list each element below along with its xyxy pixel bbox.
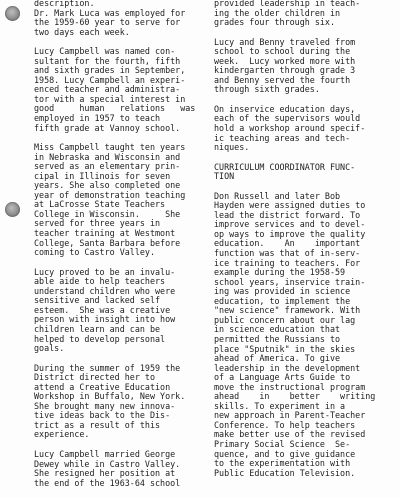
text-line: able aide to help teachers [34,276,166,287]
text-line: employed in 1957 to teach [34,113,161,124]
text-line: education, to implement the [214,295,351,306]
text-line: hold a workshop around specif- [214,123,366,134]
text-line: leadership in the development [214,362,361,373]
text-line: cipal in Illinois for seven [34,170,171,181]
text-line: College, Santa Barbara before [34,237,181,248]
text-line: in science education that [214,324,341,335]
text-line: kindergarten through grade 3 [214,65,356,76]
left-paragraph [34,268,198,354]
text-line: to the experimentation with [214,458,351,469]
text-line: served as an elementary prin- [34,161,181,172]
text-line: permitted the Russians to [214,333,341,344]
left-paragraph [34,143,198,258]
text-line: two days each week. [34,26,130,37]
text-line: the end of the 1963-64 school [34,477,181,488]
text-line: lead the district forward. To [214,209,361,220]
text-line: move the instructional program [214,381,366,392]
binder-hole-top [5,6,20,21]
text-line: attend a Creative Education [34,381,171,392]
text-line: trict as a result of this [34,419,161,430]
text-line: children learn and can be [34,323,161,334]
text-line: tive ideas back to the Dis- [34,410,171,421]
text-line: description. [34,0,95,8]
text-line: place "Sputnik" in the skies [214,343,356,354]
heading-line: TION [214,171,235,182]
text-line: Hayden were assigned duties to [214,200,366,211]
text-line: On inservice education days, [214,103,356,114]
text-line: goals. [34,343,65,354]
text-line: the 1959-60 year to serve for [34,17,181,28]
left-paragraph [34,0,198,37]
right-paragraph [214,0,390,28]
text-line: She brought many new innova- [34,400,176,411]
text-line: "new science" framework. With [214,305,361,316]
text-line: ing the older children in [214,7,341,18]
text-line: experience. [34,429,90,440]
text-line: Public Education Television. [214,467,356,478]
text-line: teacher training at Westmont [34,228,176,239]
text-line: ic teaching areas and tech- [214,132,351,143]
text-line: Lucy and Benny traveled from [214,36,356,47]
text-line: person with insight into how [34,314,176,325]
text-line: skills. To experiment in a [214,400,346,411]
text-line: of a Language Arts Guide to [214,372,351,383]
text-line: in Nebraska and Wisconsin and [34,151,181,162]
text-line: Conference. To help teachers [214,419,356,430]
binder-hole-middle [5,202,20,217]
text-line: Lucy Campbell was named con- [34,46,176,57]
text-line: tor with a special interest in [34,93,186,104]
text-line: ice training to teachers. For [214,257,361,268]
text-line: make better use of the revised [214,429,366,440]
right-paragraph [214,192,390,478]
text-line: Primary Social Science Se- [214,438,351,449]
text-line: 1958. Lucy Campbell an experi- [34,74,186,85]
left-text-column [34,0,198,498]
heading-line: CURRICULUM COORDINATOR FUNC- [214,161,356,172]
text-line: coming to Castro Valley. [34,247,156,258]
text-line: niques. [214,142,250,153]
text-line: ing was provided in science [214,286,351,297]
left-paragraph [34,364,198,440]
text-line: example during the 1958-59 [214,267,346,278]
text-line: and Benny served the fourth [214,74,351,85]
text-line: and sixth grades in September, [34,65,186,76]
text-line: op ways to improve the quality [214,228,366,239]
text-line: school to school during the [214,46,351,57]
text-line: year of demonstration teaching [34,189,186,200]
text-line: enced teacher and administra- [34,84,181,95]
text-line: esteem. She was a creative [34,304,171,315]
right-paragraph [214,105,390,153]
text-line: Dewey while in Castro Valley. [34,458,181,469]
left-paragraph [34,450,198,488]
text-line: education. An important [214,238,361,249]
text-line: Workshop in Buffalo, New York. [34,391,186,402]
text-line: new approach in Parent-Teacher [214,410,366,421]
text-line: ahead in better writing [214,391,376,402]
text-line: at LaCrosse State Teachers [34,199,166,210]
text-line: function was that of in-serv- [214,248,361,259]
text-line: Lucy Campbell married George [34,448,176,459]
text-line: grades four through six. [214,17,336,28]
right-text-column [214,0,390,488]
text-line: Lucy proved to be an invalu- [34,266,176,277]
text-line: She resigned her position at [34,468,176,479]
text-line: week. Lucy worked more with [214,55,356,66]
text-line: Miss Campbell taught ten years [34,142,186,153]
text-line: sensitive and lacked self [34,295,161,306]
text-line: improve services and to devel- [214,219,366,230]
text-line: Dr. Mark Luca was employed for [34,7,186,18]
text-line: fifth grade at Vannoy school. [34,122,181,133]
text-line: helped to develop personal [34,333,166,344]
text-line: provided leadership in teach- [214,0,361,8]
text-line: through sixth grades. [214,84,320,95]
text-line: school years, inservice train- [214,276,366,287]
text-line: During the summer of 1959 the [34,362,181,373]
text-line: served for three years in [34,218,161,229]
text-line: public concern about our lag [214,314,356,325]
text-line: quence, and to give guidance [214,448,356,459]
text-line: each of the supervisors would [214,113,361,124]
text-line: College in Wisconsin. She [34,208,181,219]
left-paragraph [34,47,198,133]
text-line: understand children who were [34,285,176,296]
right-paragraph [214,38,390,95]
text-line: good human relations was [34,103,196,114]
text-line: sultant for the fourth, fifth [34,55,181,66]
text-line: years. She also completed one [34,180,181,191]
section-heading [214,163,390,182]
text-line: District directed her to [34,372,156,383]
text-line: Don Russell and later Bob [214,190,341,201]
text-line: ahead of America. To give [214,353,341,364]
